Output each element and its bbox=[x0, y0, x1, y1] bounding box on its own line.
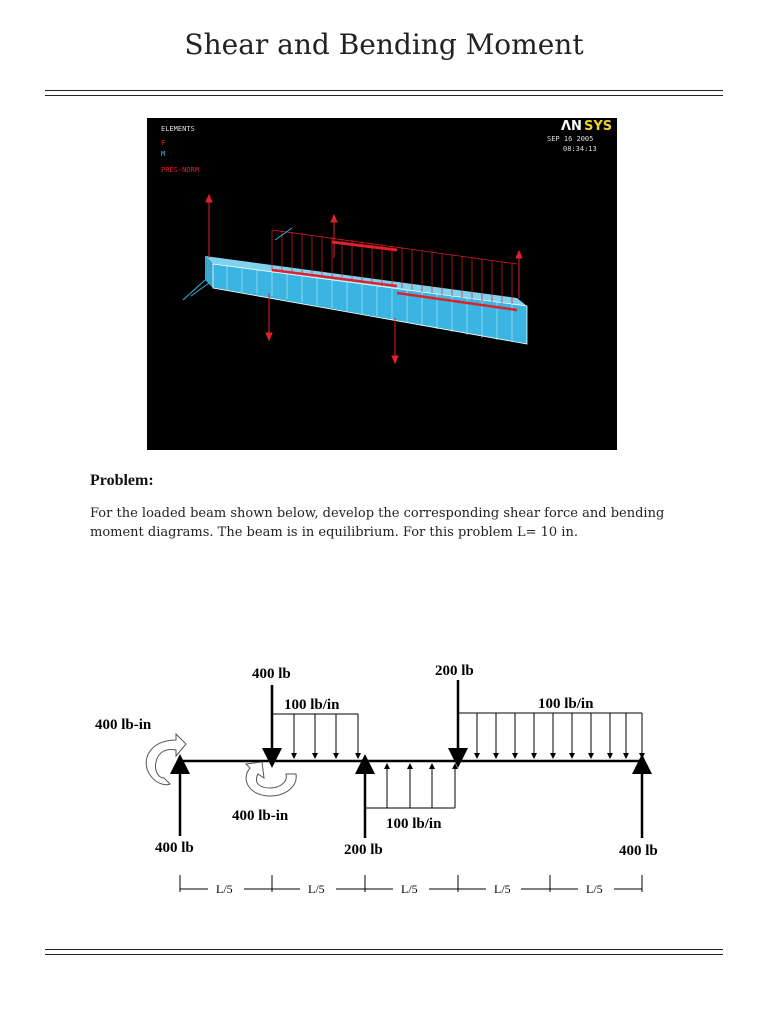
problem-text bbox=[90, 504, 690, 542]
reaction-left-label: 400 lb bbox=[155, 840, 194, 856]
dist-load-up-label: 100 lb/in bbox=[386, 816, 442, 832]
dist-load-b-label: 100 lb/in bbox=[538, 696, 594, 712]
problem-line-1: For the loaded beam shown below, develop the corresponding shear force and bending bbox=[90, 506, 665, 521]
segment-label: L/5 bbox=[216, 882, 233, 896]
dist-load-up bbox=[365, 764, 455, 808]
page-title: Shear and Bending Moment bbox=[184, 28, 584, 61]
segment-label: L/5 bbox=[586, 882, 603, 896]
ansys-time: 08:34:13 bbox=[563, 145, 597, 153]
top-rule-2 bbox=[45, 95, 723, 96]
bottom-rule-1 bbox=[45, 949, 723, 950]
ansys-label-m: M bbox=[161, 150, 166, 158]
ansys-label-f: F bbox=[161, 139, 166, 147]
ansys-logo-sys: SYS bbox=[584, 119, 613, 134]
ansys-render bbox=[147, 118, 623, 450]
segment-label: L/5 bbox=[494, 882, 511, 896]
top-rule-1 bbox=[45, 90, 723, 91]
beam-diagram bbox=[0, 640, 768, 910]
reaction-right-label: 400 lb bbox=[619, 843, 658, 859]
segment-label: L/5 bbox=[401, 882, 418, 896]
ansys-logo-an: ΛN bbox=[561, 119, 582, 134]
moment-mid-label: 400 lb-in bbox=[232, 808, 289, 824]
moment-mid-arrow bbox=[246, 762, 296, 796]
dist-load-b bbox=[458, 713, 642, 758]
segment-label: L/5 bbox=[308, 882, 325, 896]
moment-left-label: 400 lb-in bbox=[95, 717, 152, 733]
ansys-figure bbox=[147, 118, 623, 450]
reaction-mid-label: 200 lb bbox=[344, 842, 383, 858]
dist-load-a bbox=[272, 714, 358, 758]
problem-heading: Problem: bbox=[90, 472, 154, 489]
ansys-label-elements: ELEMENTS bbox=[161, 125, 195, 133]
dist-load-a-label: 100 lb/in bbox=[284, 697, 340, 713]
ansys-label-pres: PRES-NORM bbox=[161, 166, 199, 174]
force-200-down-label: 200 lb bbox=[435, 663, 474, 679]
bottom-rule-2 bbox=[45, 954, 723, 955]
ansys-date: SEP 16 2005 bbox=[547, 135, 594, 143]
problem-line-2: moment diagrams. The beam is in equilibrium. For this problem L= 10 in. bbox=[90, 525, 578, 540]
force-400-down-label: 400 lb bbox=[252, 666, 291, 682]
